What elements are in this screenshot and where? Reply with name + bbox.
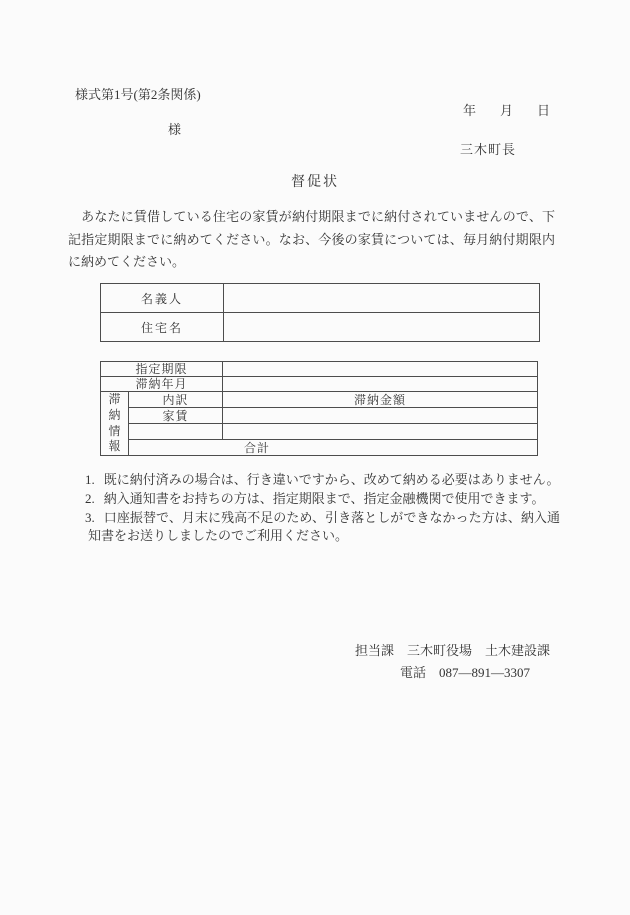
date-year-label: 年	[463, 103, 477, 118]
date-day-label: 日	[537, 103, 551, 118]
table-row-total	[101, 440, 538, 456]
name-holder-label: 名義人	[101, 284, 224, 313]
breakdown-label: 内訳	[129, 392, 223, 408]
table-row-rent	[101, 408, 538, 424]
rent-value	[223, 408, 538, 424]
contact-footer	[355, 640, 550, 684]
table-row-name-holder	[101, 284, 540, 313]
name-holder-value	[224, 284, 540, 313]
body-paragraph: あなたに賃借している住宅の家賃が納付期限までに納付されていませんので、下記指定期限までに納めてください。なお、今後の家賃については、毎月納付期限内に納めてください。	[68, 209, 555, 269]
department-line: 担当課 三木町役場 土木建設課	[355, 643, 551, 658]
rent-label: 家賃	[129, 408, 223, 424]
extra-row-value	[223, 424, 538, 440]
table-row-housing-name	[101, 313, 540, 342]
note-item-3	[68, 509, 560, 547]
table-row-breakdown-header	[101, 392, 538, 408]
notes-list	[68, 471, 560, 546]
arrears-month-label: 滞納年月	[101, 377, 223, 392]
addressee-suffix: 様	[168, 122, 182, 137]
phone-line: 電話 087―891―3307	[400, 665, 531, 680]
form-number: 様式第1号(第2条関係)	[75, 87, 201, 102]
date-line	[463, 100, 550, 119]
deadline-label: 指定期限	[101, 362, 223, 377]
note-text: 口座振替で、月末に残高不足のため、引き落としができなかった方は、納入通知書をお送りしましたのでご利用ください。	[88, 509, 560, 544]
note-text: 既に納付済みの場合は、行き違いですから、改めて納める必要はありません。	[103, 472, 560, 487]
tenant-table	[100, 283, 540, 342]
note-item-1	[68, 471, 560, 490]
date-month-label: 月	[500, 103, 514, 118]
total-label: 合計	[129, 440, 538, 456]
note-number: 2.	[85, 490, 95, 506]
table-row-extra	[101, 424, 538, 440]
housing-name-label: 住宅名	[101, 313, 224, 342]
arrears-info-vertical-text: 滞納情報	[108, 392, 121, 454]
arrears-month-value	[223, 377, 538, 392]
note-text: 納入通知書をお持ちの方は、指定期限まで、指定金融機関で使用できます。	[103, 490, 545, 506]
arrears-info-group-label	[101, 392, 129, 456]
housing-name-value	[224, 313, 540, 342]
arrears-amount-header: 滞納金額	[223, 392, 538, 408]
extra-row-label	[129, 424, 223, 440]
note-item-2	[68, 490, 560, 509]
table-row-arrears-month	[101, 377, 538, 392]
note-number: 3.	[85, 509, 95, 525]
sender-name: 三木町長	[460, 142, 517, 157]
arrears-table	[100, 361, 538, 456]
table-row-deadline	[101, 362, 538, 377]
document-title: 督促状	[291, 175, 339, 190]
deadline-value	[223, 362, 538, 377]
note-number: 1.	[85, 472, 95, 487]
